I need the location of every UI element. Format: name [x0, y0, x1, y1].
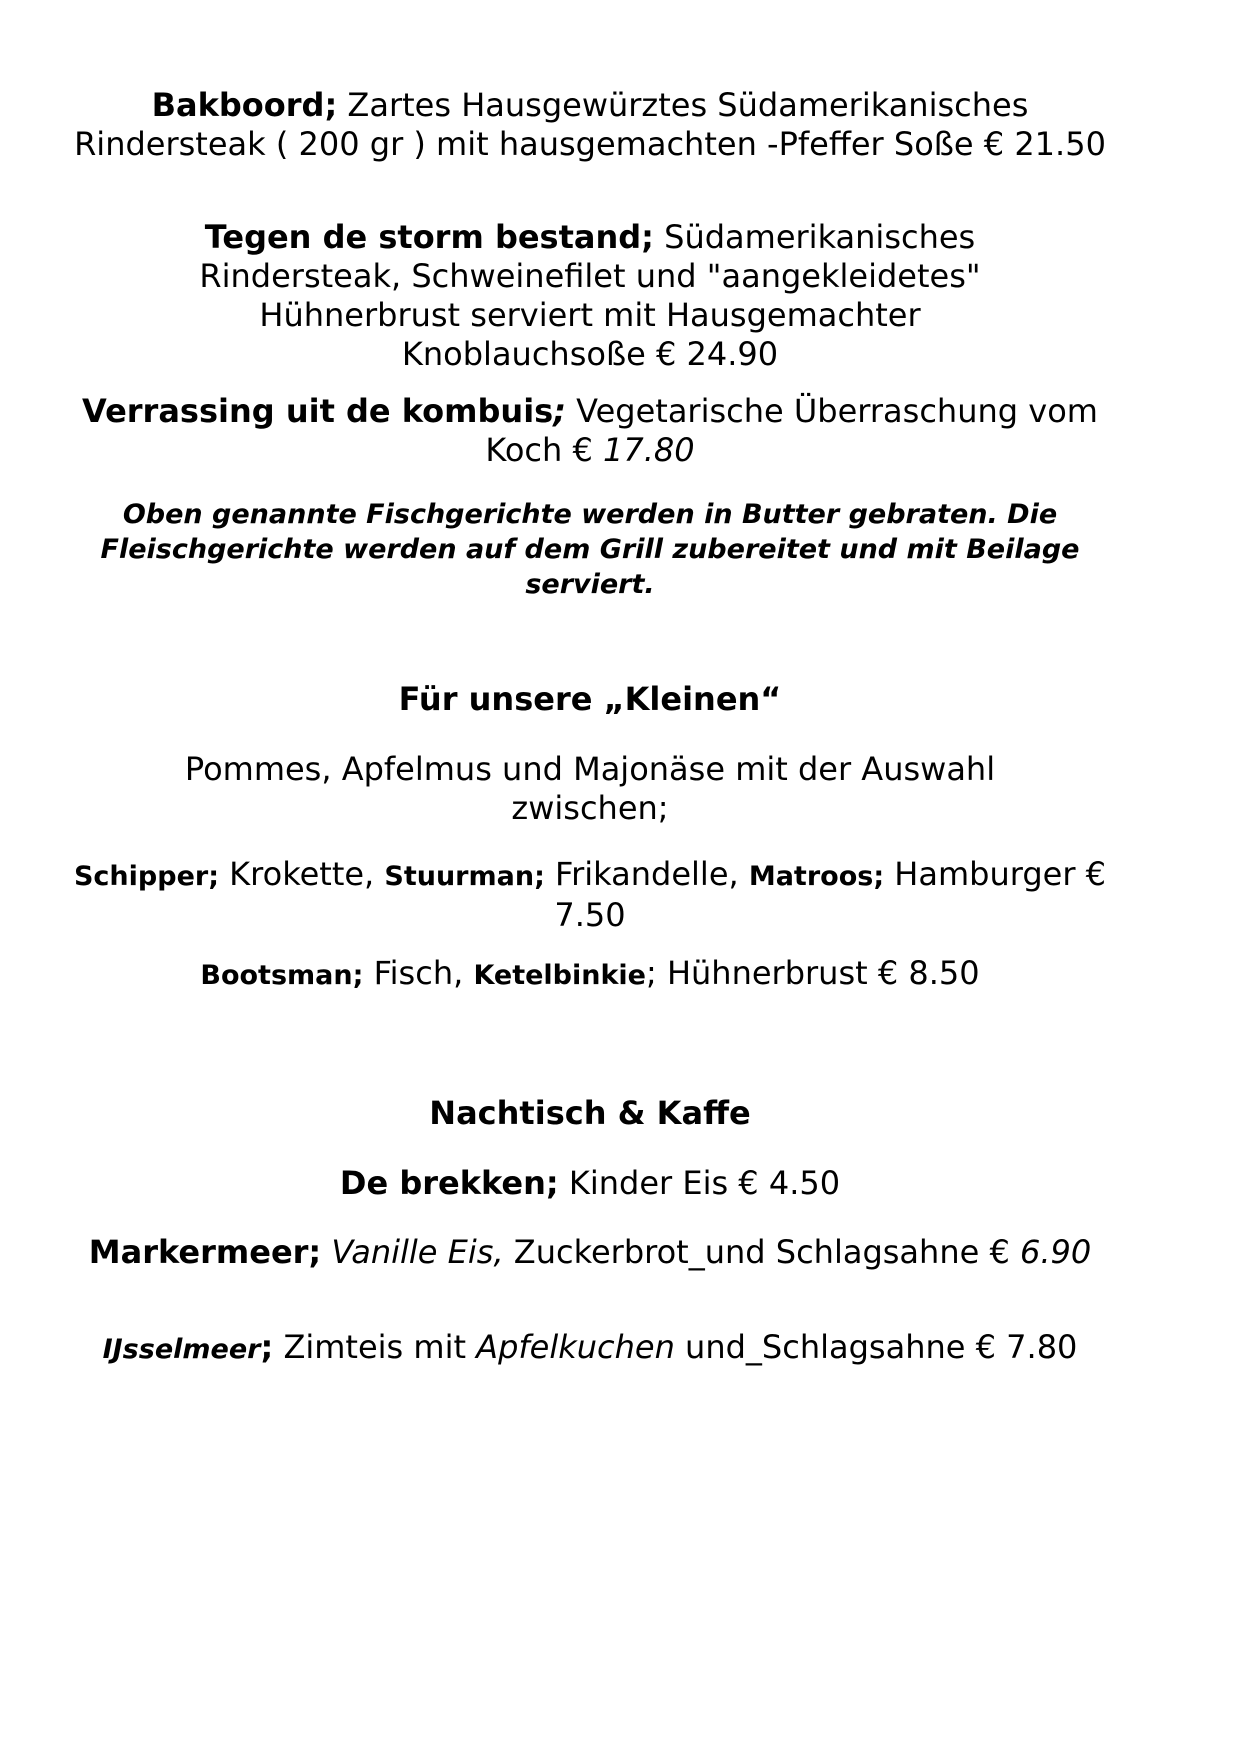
option-name: Matroos; [748, 861, 885, 892]
item-description: Kinder Eis € 4.50 [558, 1164, 841, 1202]
section-heading-kinder: Für unsere „Kleinen“ [398, 680, 782, 718]
option-name: Stuurman; [384, 861, 545, 892]
item-separator: ; [553, 392, 566, 430]
item-description-italic: Apfelkuchen [476, 1328, 675, 1366]
item-name: Bakboord; [151, 86, 338, 124]
option-text: Fisch, [363, 954, 474, 992]
option-name: Bootsman; [200, 960, 364, 991]
menu-item-bakboord [60, 86, 1120, 164]
preparation-note: Oben genannte Fischgerichte werden in Butter gebraten. Die Fleischgerichte werden auf dem Grill zubereitet und mit Beilage serviert. [100, 499, 1080, 600]
item-description-italic: Vanille Eis, [331, 1233, 504, 1271]
item-name: De brekken; [339, 1164, 559, 1202]
menu-item-markermeer [60, 1233, 1120, 1272]
item-name: IJsselmeer [102, 1334, 261, 1365]
menu-item-ijsselmeer [60, 1328, 1120, 1369]
item-description: Südamerikanisches Rindersteak, Schweinefilet und "aangekleidetes" Hühnerbrust serviert mit Hausgemachter Knoblauchsoße € 24.90 [199, 218, 981, 373]
option-text: Hamburger € 7.50 [554, 855, 1107, 934]
item-price: 17.80 [602, 431, 695, 469]
kinder-intro: Pommes, Apfelmus und Majonäse mit der Auswahl zwischen; [184, 750, 996, 827]
item-description: Vegetarische Überraschung vom Koch € [485, 392, 1098, 469]
option-text: ; Hühnerbrust € 8.50 [646, 954, 980, 992]
item-separator: ; [260, 1328, 274, 1366]
option-name: Schipper; [73, 861, 219, 892]
item-name: Markermeer; [88, 1233, 322, 1271]
option-name: Ketelbinkie [473, 960, 646, 991]
option-text: Frikandelle, [544, 855, 749, 893]
item-name: Tegen de storm bestand; [204, 218, 654, 256]
kinder-options-line-2 [60, 954, 1120, 995]
item-price: 6.90 [1019, 1233, 1092, 1271]
menu-item-verrassing [60, 392, 1120, 470]
section-heading-nachtisch: Nachtisch & Kaffe [429, 1094, 751, 1132]
item-name: Verrassing uit de kombuis [82, 392, 554, 430]
item-description: Zartes Hausgewürztes Südamerikanisches Rindersteak ( 200 gr ) mit hausgemachten -Pfeffer Soße € 21.50 [74, 86, 1106, 163]
item-description: und_Schlagsahne € 7.80 [674, 1328, 1078, 1366]
option-text: Krokette, [219, 855, 385, 893]
menu-item-de-brekken [60, 1164, 1120, 1203]
kinder-options-line-1 [60, 855, 1120, 935]
item-description: Zuckerbrot_und Schlagsahne € [503, 1233, 1020, 1271]
menu-item-tegen-de-storm [150, 218, 1030, 374]
item-description: Zimteis mit [273, 1328, 477, 1366]
